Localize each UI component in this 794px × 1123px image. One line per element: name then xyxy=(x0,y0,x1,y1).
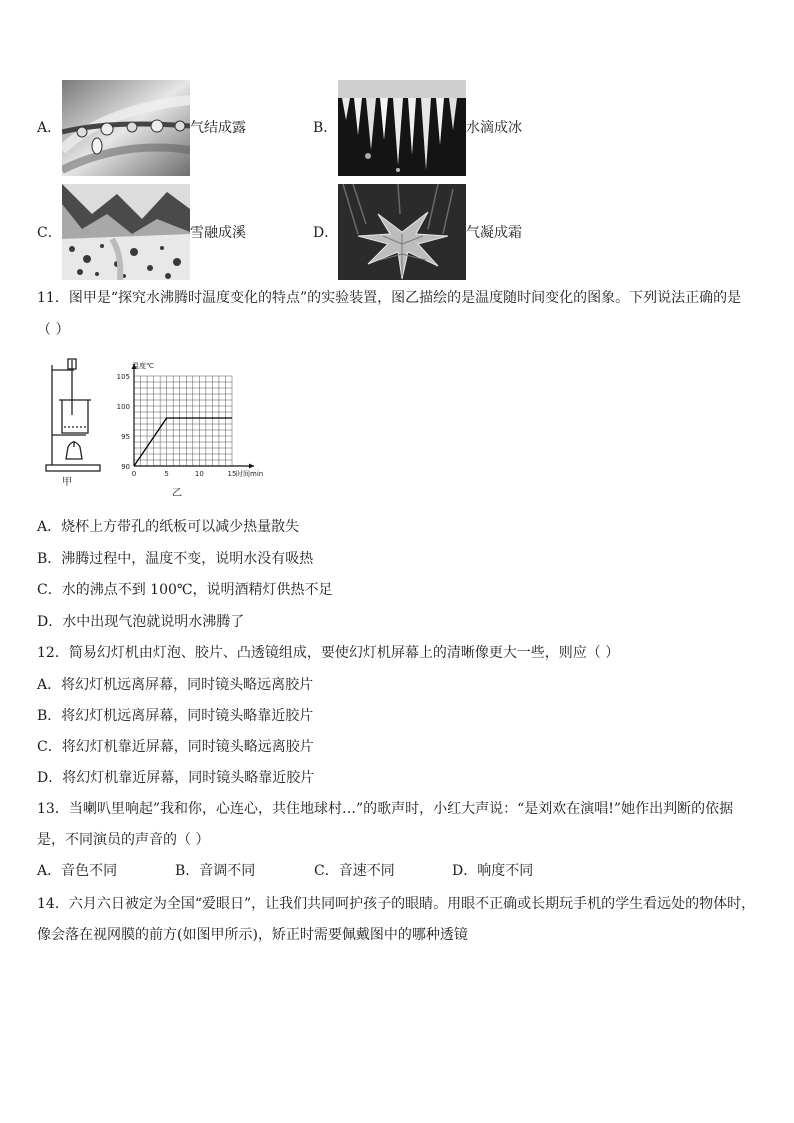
question-stem: 11．图甲是“探究水沸腾时温度变化的特点”的实验装置，图乙描绘的是温度随时间变化的图象。下列说法正确的是 xyxy=(37,290,742,306)
option-c: C．将幻灯机靠近屏幕，同时镜头略远离胶片 xyxy=(37,739,314,755)
option-caption: 水滴成冰 xyxy=(466,120,522,136)
y-tick-label: 90 xyxy=(121,463,130,471)
y-tick-label: 105 xyxy=(116,373,130,381)
option-caption: 气凝成霜 xyxy=(466,225,522,241)
question-stem: 12．简易幻灯机由灯泡、胶片、凸透镜组成，要使幻灯机屏幕上的清晰像更大一些，则应（ ） xyxy=(37,645,620,661)
option-letter: A． xyxy=(37,120,62,136)
icicles-photo xyxy=(338,80,466,176)
question-stem: 14．六月六日被定为全国“爱眼日”，让我们共同呵护孩子的眼睛。用眼不正确或长期玩手机的学生看远处的物体时， xyxy=(37,896,756,912)
y-tick-label: 95 xyxy=(121,433,130,441)
frost-leaves-photo xyxy=(338,184,466,280)
snow-melting-photo xyxy=(62,184,190,280)
figure-label-yi: 乙 xyxy=(172,488,182,496)
boiling-apparatus-figure xyxy=(44,355,104,488)
option-d: D．将幻灯机靠近屏幕，同时镜头略靠近胶片 xyxy=(37,770,315,786)
option-c: C．音速不同 xyxy=(314,863,395,879)
x-tick-label: 0 xyxy=(131,470,137,478)
option-a: A．烧杯上方带孔的纸板可以减少热量散失 xyxy=(37,519,300,535)
chart-svg xyxy=(110,356,280,496)
y-tick-label: 100 xyxy=(116,403,130,411)
option-d: D．响度不同 xyxy=(452,863,534,879)
question-stem: 13．当喇叭里响起”我和你，心连心，共住地球村…”的歌声时，小红大声说：“是刘欢在演唱!”她作出判断的依据 xyxy=(37,801,734,817)
option-a: A．音色不同 xyxy=(37,863,118,879)
question-stem-bracket: （ ） xyxy=(37,322,70,338)
option-letter: B． xyxy=(313,120,338,136)
question-stem-continued: 是，不同演员的声音的（ ） xyxy=(37,832,210,848)
option-d: D．水中出现气泡就说明水沸腾了 xyxy=(37,614,245,630)
option-caption: 雪融成溪 xyxy=(190,225,246,241)
option-letter: D． xyxy=(313,225,339,241)
option-a: A．将幻灯机远离屏幕，同时镜头略远离胶片 xyxy=(37,677,314,693)
option-c: C．水的沸点不到 100℃，说明酒精灯供热不足 xyxy=(37,582,333,598)
dew-drops-photo xyxy=(62,80,190,176)
x-tick-label: 10 xyxy=(194,470,204,478)
option-letter: C． xyxy=(37,225,62,241)
option-caption: 气结成露 xyxy=(190,120,246,136)
x-tick-label: 5 xyxy=(164,470,169,478)
temperature-time-chart xyxy=(110,356,280,496)
question-stem-continued: 像会落在视网膜的前方(如图甲所示)，矫正时需要佩戴图中的哪种透镜 xyxy=(37,927,468,943)
option-b: B．音调不同 xyxy=(175,863,256,879)
option-b: B．将幻灯机远离屏幕，同时镜头略靠近胶片 xyxy=(37,708,314,724)
y-axis-label: 温度℃ xyxy=(132,362,154,370)
option-b: B．沸腾过程中，温度不变，说明水没有吸热 xyxy=(37,551,314,567)
x-axis-arrow xyxy=(249,464,254,469)
x-axis-label: 时间min xyxy=(236,470,264,478)
x-tick-label: 15 xyxy=(227,470,237,478)
figure-label-jia: 甲 xyxy=(62,477,72,488)
